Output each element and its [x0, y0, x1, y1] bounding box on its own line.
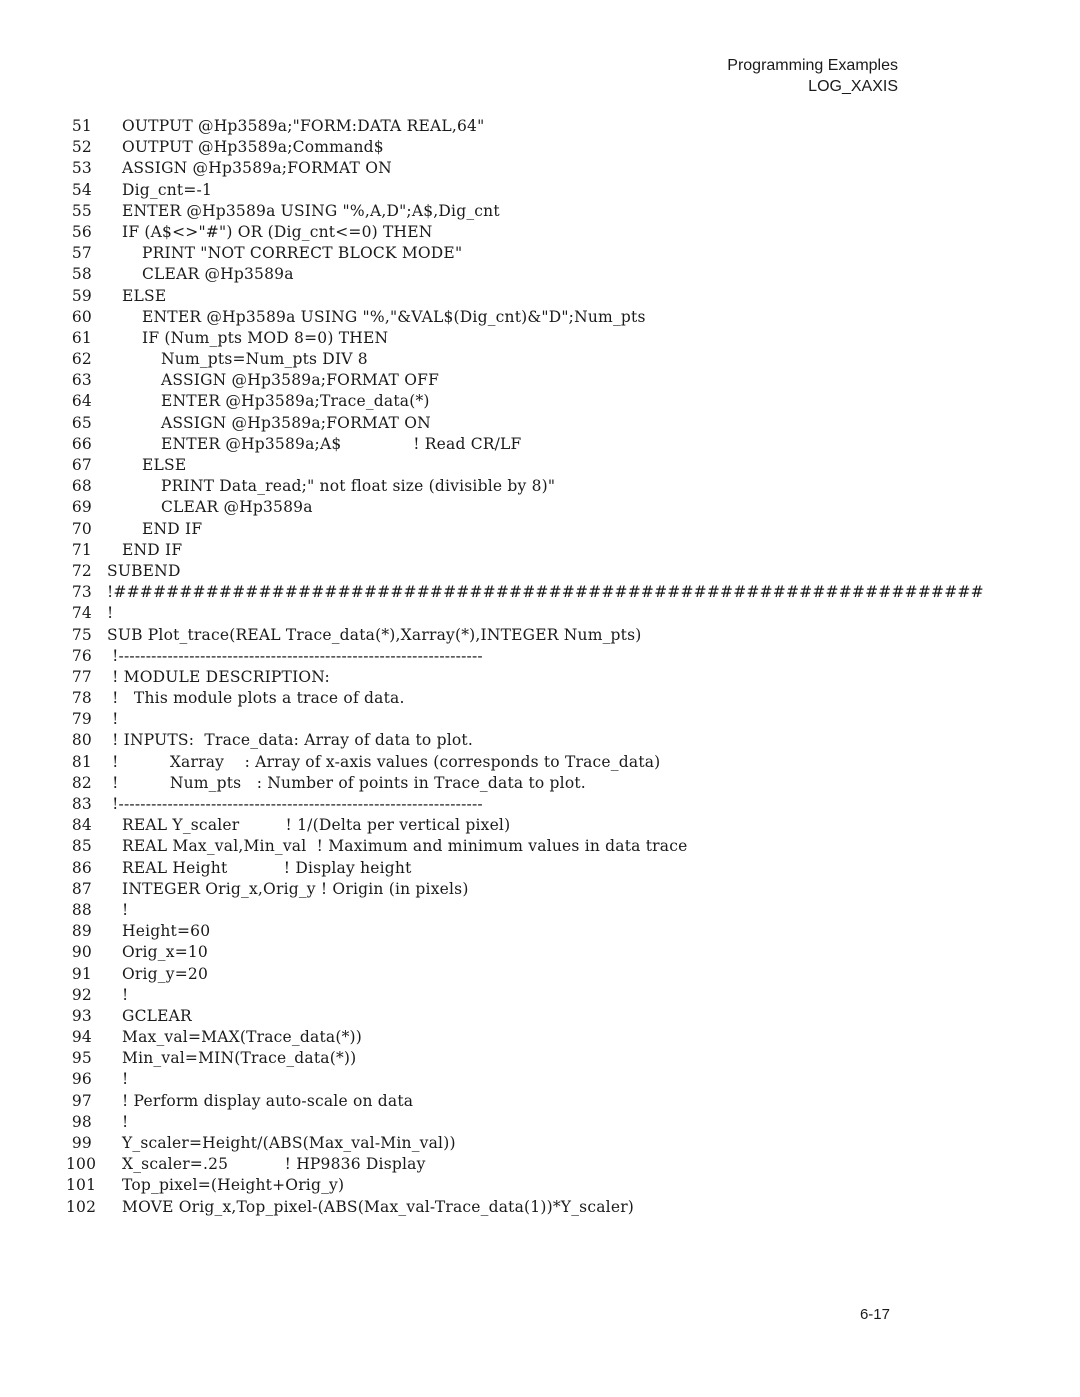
line-number: 90: [71, 943, 92, 962]
line-number: 54: [71, 180, 92, 199]
code-text: CLEAR @Hp3589a: [161, 498, 313, 517]
code-text: CLEAR @Hp3589a: [142, 265, 294, 284]
code-text: ASSIGN @Hp3589a;FORMAT ON: [122, 159, 392, 178]
code-text: REAL Max_val,Min_val ! Maximum and minimum values in data trace: [122, 837, 688, 856]
page-header: [727, 55, 898, 97]
line-number: 63: [71, 371, 92, 390]
line-number: 67: [71, 456, 92, 474]
line-number: 57: [71, 244, 92, 263]
section-title: Programming Examples: [727, 57, 898, 74]
code-text: Height=60: [122, 922, 211, 941]
line-number: 68: [71, 477, 92, 496]
line-number: 100: [66, 1155, 97, 1174]
code-text: !: [122, 1070, 129, 1089]
line-number: 74: [71, 604, 92, 623]
line-number: 78: [71, 689, 92, 708]
line-number: 65: [71, 413, 92, 432]
line-number: 75: [71, 625, 92, 644]
line-number: 80: [71, 731, 92, 750]
code-text: END IF: [142, 519, 203, 538]
code-text: ! MODULE DESCRIPTION:: [107, 667, 330, 686]
line-number: 81: [71, 752, 92, 771]
line-number: 76: [71, 646, 92, 665]
code-text: Num_pts=Num_pts DIV 8: [161, 350, 368, 369]
line-number: 95: [71, 1049, 92, 1068]
code-text: ! INPUTS: Trace_data: Array of data to plot.: [107, 731, 473, 750]
code-text: PRINT "NOT CORRECT BLOCK MODE": [142, 244, 463, 263]
code-text: !: [107, 710, 119, 729]
code-text: ELSE: [122, 286, 167, 305]
subsection-title: LOG_XAXIS: [808, 78, 898, 95]
line-number: 66: [71, 434, 92, 453]
line-number: 55: [71, 201, 92, 220]
line-number: 101: [66, 1176, 97, 1195]
page-number: 6-17: [859, 1306, 890, 1323]
code-text: Y_scaler=Height/(ABS(Max_val-Min_val)): [122, 1134, 456, 1152]
code-text: X_scaler=.25 ! HP9836 Display: [122, 1155, 426, 1174]
code-text: PRINT Data_read;" not float size (divisible by 8)": [161, 477, 556, 496]
code-text: ENTER @Hp3589a USING "%,"&VAL$(Dig_cnt)&"D";Num_pts: [142, 307, 646, 326]
line-number: 98: [71, 1112, 92, 1131]
line-number: 52: [71, 138, 92, 157]
line-number: 102: [66, 1197, 97, 1216]
line-number: 61: [71, 328, 92, 347]
code-text: ! Perform display auto-scale on data: [122, 1091, 414, 1110]
code-text: OUTPUT @Hp3589a;Command$: [122, 138, 384, 157]
line-number: 60: [71, 307, 92, 326]
code-text: OUTPUT @Hp3589a;"FORM:DATA REAL,64": [122, 117, 485, 135]
line-number: 87: [71, 879, 92, 898]
code-text: ENTER @Hp3589a;Trace_data(*): [161, 392, 430, 411]
line-number: 88: [71, 900, 92, 919]
code-text: ! Num_pts : Number of points in Trace_data to plot.: [107, 773, 586, 792]
code-text: REAL Y_scaler ! 1/(Delta per vertical pixel): [122, 816, 511, 835]
line-number: 72: [71, 561, 92, 580]
line-number: 86: [71, 858, 92, 877]
code-text: !: [122, 1112, 129, 1131]
line-number: 73: [71, 583, 92, 602]
line-number: 84: [71, 816, 92, 835]
code-text: END IF: [122, 540, 183, 559]
line-number: 94: [71, 1028, 92, 1047]
code-text: Dig_cnt=-1: [122, 180, 213, 199]
line-number: 51: [71, 117, 92, 135]
code-text: Orig_y=20: [122, 964, 209, 983]
code-text: ENTER @Hp3589a USING "%,A,D";A$,Dig_cnt: [122, 201, 500, 220]
line-number: 89: [71, 922, 92, 941]
line-number: 92: [71, 985, 92, 1004]
code-text: SUB Plot_trace(REAL Trace_data(*),Xarray(*),INTEGER Num_pts): [107, 625, 642, 644]
code-text: !: [107, 604, 114, 623]
code-text: IF (A$<>"#") OR (Dig_cnt<=0) THEN: [122, 222, 433, 241]
code-text: SUBEND: [107, 561, 181, 580]
line-number: 71: [71, 540, 92, 559]
code-text: Orig_x=10: [122, 943, 208, 962]
line-number: 53: [71, 159, 92, 178]
code-text: GCLEAR: [122, 1006, 192, 1025]
code-text: !-------------------------------------------------------------------: [107, 646, 483, 665]
line-number: 85: [71, 837, 92, 856]
code-text: Top_pixel=(Height+Orig_y): [122, 1176, 345, 1195]
line-number: 96: [71, 1070, 92, 1089]
code-text: MOVE Orig_x,Top_pixel-(ABS(Max_val-Trace_data(1))*Y_scaler): [122, 1197, 635, 1216]
code-text: ENTER @Hp3589a;A$ ! Read CR/LF: [161, 434, 522, 453]
code-text: IF (Num_pts MOD 8=0) THEN: [142, 328, 389, 347]
line-number: 59: [71, 286, 92, 305]
code-text: !: [122, 900, 129, 919]
code-text: Max_val=MAX(Trace_data(*)): [122, 1028, 363, 1047]
code-text: REAL Height ! Display height: [122, 858, 412, 877]
code-text: !: [122, 985, 129, 1004]
line-number: 99: [71, 1134, 92, 1152]
code-text: ! This module plots a trace of data.: [107, 689, 405, 708]
code-text: Min_val=MIN(Trace_data(*)): [122, 1049, 357, 1068]
code-text: INTEGER Orig_x,Orig_y ! Origin (in pixels): [122, 879, 469, 898]
line-number: 62: [71, 350, 92, 369]
code-text: ASSIGN @Hp3589a;FORMAT ON: [161, 413, 431, 432]
line-number: 83: [71, 795, 92, 813]
line-number: 82: [71, 773, 92, 792]
code-text: ! Xarray : Array of x-axis values (corresponds to Trace_data): [107, 752, 661, 771]
line-number: 93: [71, 1006, 92, 1025]
line-number: 91: [71, 964, 92, 983]
code-text: !-------------------------------------------------------------------: [107, 795, 483, 813]
line-number: 56: [71, 222, 92, 241]
line-number: 70: [71, 519, 92, 538]
line-number: 77: [71, 667, 92, 686]
line-number: 69: [71, 498, 92, 517]
code-text: ASSIGN @Hp3589a;FORMAT OFF: [161, 371, 440, 390]
line-number: 58: [71, 265, 92, 284]
line-number: 97: [71, 1091, 92, 1110]
line-number: 64: [71, 392, 92, 411]
line-number: 79: [71, 710, 92, 729]
code-text: ELSE: [142, 456, 187, 474]
code-text: !##################################################################: [107, 583, 984, 602]
